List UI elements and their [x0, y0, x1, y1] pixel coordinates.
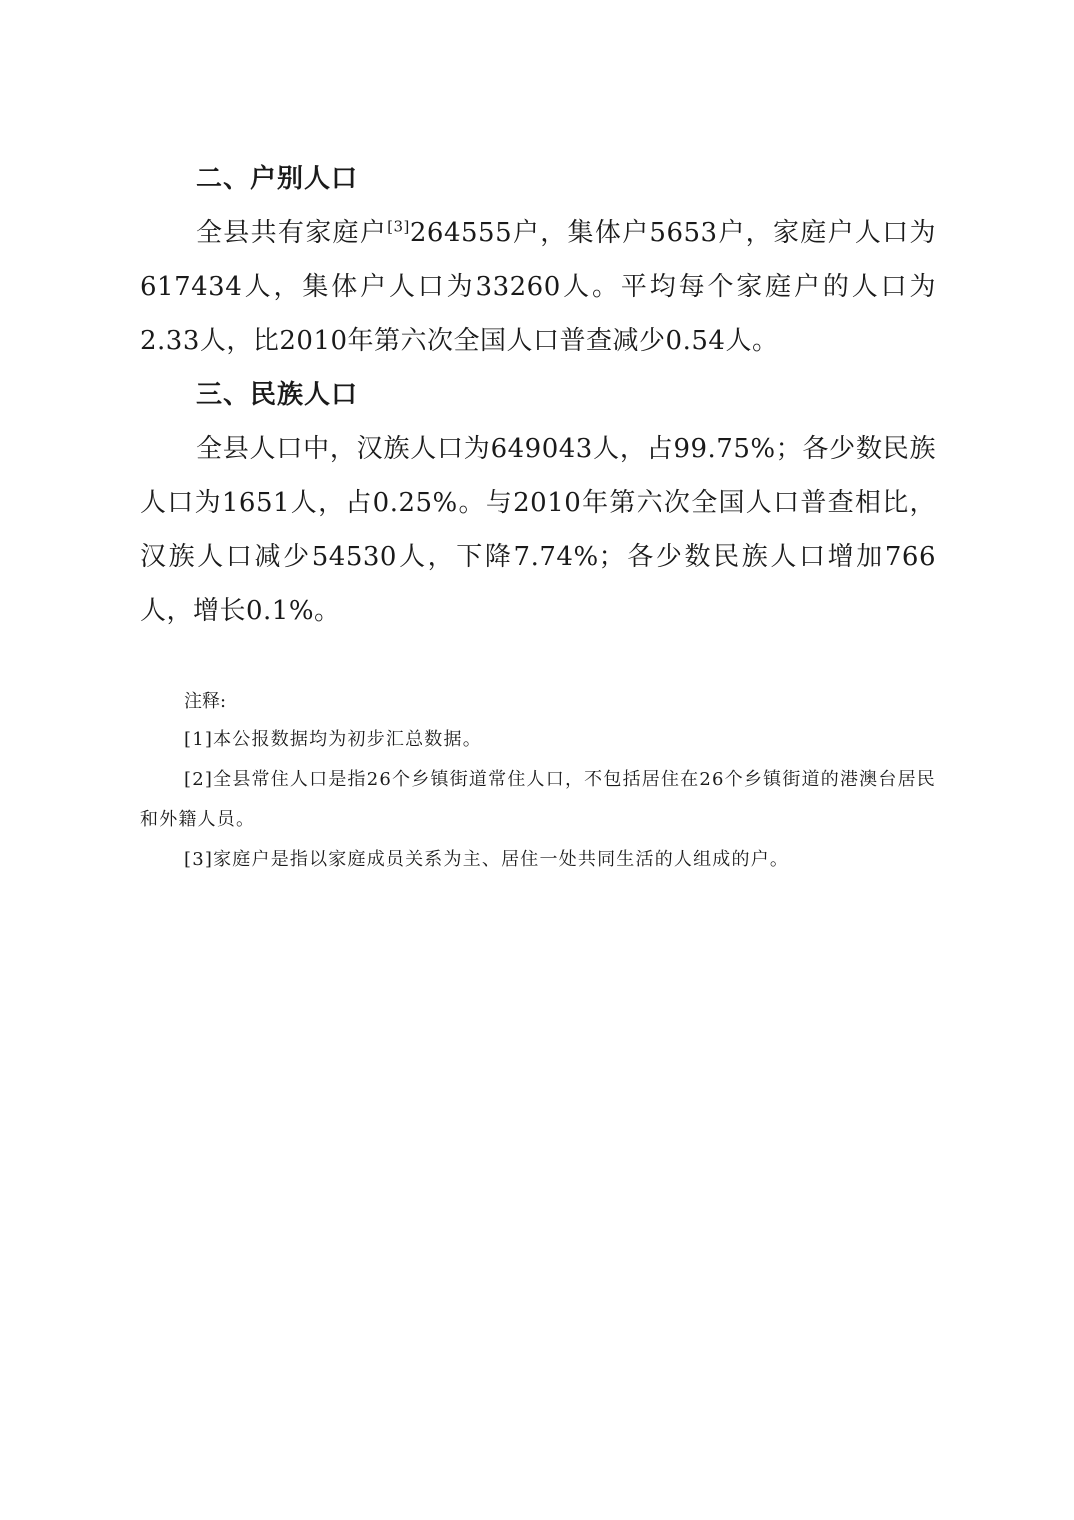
- note-item-1: [1]本公报数据均为初步汇总数据。: [184, 729, 482, 750]
- notes-title: 注释:: [184, 691, 227, 712]
- notes-section: [140, 684, 936, 880]
- document-body: [140, 152, 936, 880]
- section-heading-household: 二、户别人口: [196, 164, 359, 194]
- note-item-2: [2]全县常住人口是指26个乡镇街道常住人口，不包括居住在26个乡镇街道的港澳台居民和外籍人员。: [140, 769, 936, 830]
- ethnic-paragraph: 全县人口中，汉族人口为649043人，占99.75%；各少数民族人口为1651人，占0.25%。与2010年第六次全国人口普查相比，汉族人口减少54530人，下降7.74%；各少数民族人口增加766人，增长0.1%。: [140, 434, 936, 626]
- note-item-3: [3]家庭户是指以家庭成员关系为主、居住一处共同生活的人组成的户。: [184, 849, 790, 870]
- section-heading-ethnic: 三、民族人口: [196, 380, 359, 410]
- household-paragraph: [140, 206, 936, 368]
- household-paragraph-rest: 264555户，集体户5653户，家庭户人口为617434人，集体户人口为33260人。平均每个家庭户的人口为2.33人，比2010年第六次全国人口普查减少0.54人。: [140, 218, 936, 356]
- footnote-ref-3: [3]: [387, 217, 410, 236]
- household-paragraph-start: 全县共有家庭户: [196, 218, 388, 248]
